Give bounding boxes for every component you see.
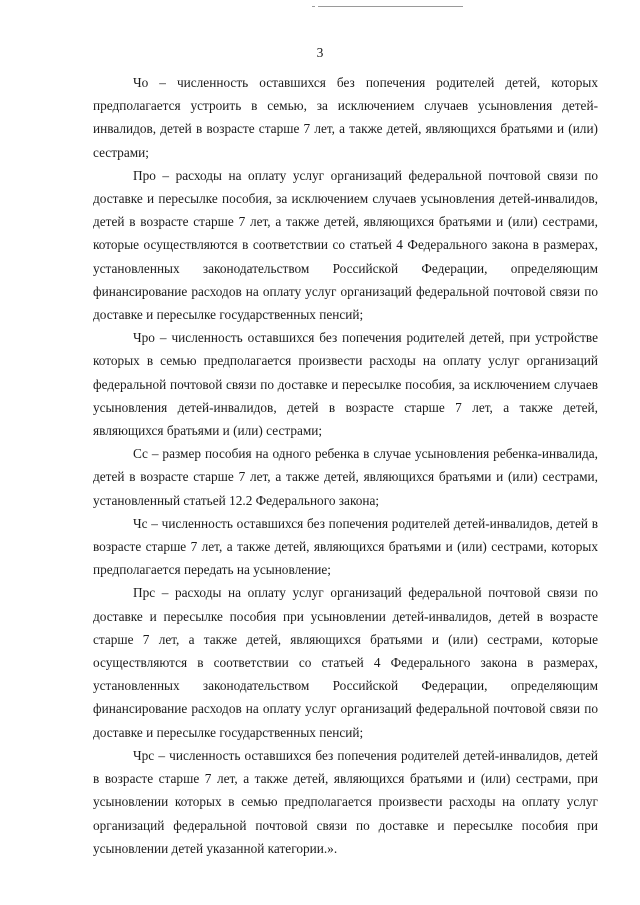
- header-rule: [318, 6, 463, 7]
- page-number: 3: [316, 45, 324, 60]
- paragraph-chro: Чро – численность оставшихся без попечения родителей детей, при устройстве которых в семью предполагается произвести расходы на оплату услуг организаций федеральной почтовой связи по доставке и пересылке пособия, за исключением случаев усыновления детей-инвалидов, детей в возрасте старше 7 лет, а также детей, являющихся братьями и (или) сестрами;: [93, 330, 598, 439]
- paragraph-pro: Про – расходы на оплату услуг организаций федеральной почтовой связи по доставке и пересылке пособия, за исключением случаев усыновления детей-инвалидов, детей в возрасте старше 7 лет, а также детей, являющихся братьями и (или) сестрами, которые осуществляются в соответствии со статьей 4 Федерального закона в размерах, установленных законодательством Российской Федерации, определяющим финансирование расходов на оплату услуг организаций федеральной почтовой связи по доставке и пересылке государственных пенсий;: [93, 167, 598, 323]
- paragraph-chrs: Чрс – численность оставшихся без попечения родителей детей-инвалидов, детей в возрасте старше 7 лет, а также детей, являющихся братьями и (или) сестрами, при усыновлении которых в семью предполагается произвести расходы на оплату услуг организаций федеральной почтовой связи по доставке и пересылке пособия при усыновлении детей указанной категории.».: [93, 747, 598, 856]
- paragraph-ss: Сс – размер пособия на одного ребенка в случае усыновления ребенка-инвалида, детей в возрасте старше 7 лет, а также детей, являющихся братьями и (или) сестрами, установленный статьей 12.2 Федерального закона;: [93, 446, 598, 508]
- paragraph-chs: Чс – численность оставшихся без попечения родителей детей-инвалидов, детей в возрасте старше 7 лет, а также детей, являющихся братьями и (или) сестрами, которых предполагается передать на усыновление;: [93, 515, 598, 578]
- document-body: [93, 71, 598, 860]
- paragraph-cho: Чо – численность оставшихся без попечения родителей детей, которых предполагается устроить в семью, за исключением случаев усыновления детей-инвалидов, детей в возрасте старше 7 лет, а также детей, являющихся братьями и (или) сестрами;: [93, 75, 598, 160]
- paragraph-prs: Прс – расходы на оплату услуг организаций федеральной почтовой связи по доставке и пересылке пособия при усыновлении детей-инвалидов, детей в возрасте старше 7 лет, а также детей, являющихся братьями и (или) сестрами, которые осуществляются в соответствии со статьей 4 Федерального закона в размерах, установленных законодательством Российской Федерации, определяющим финансирование расходов на оплату услуг организаций федеральной почтовой связи по доставке и пересылке государственных пенсий;: [93, 585, 598, 740]
- header-mark: [312, 6, 315, 7]
